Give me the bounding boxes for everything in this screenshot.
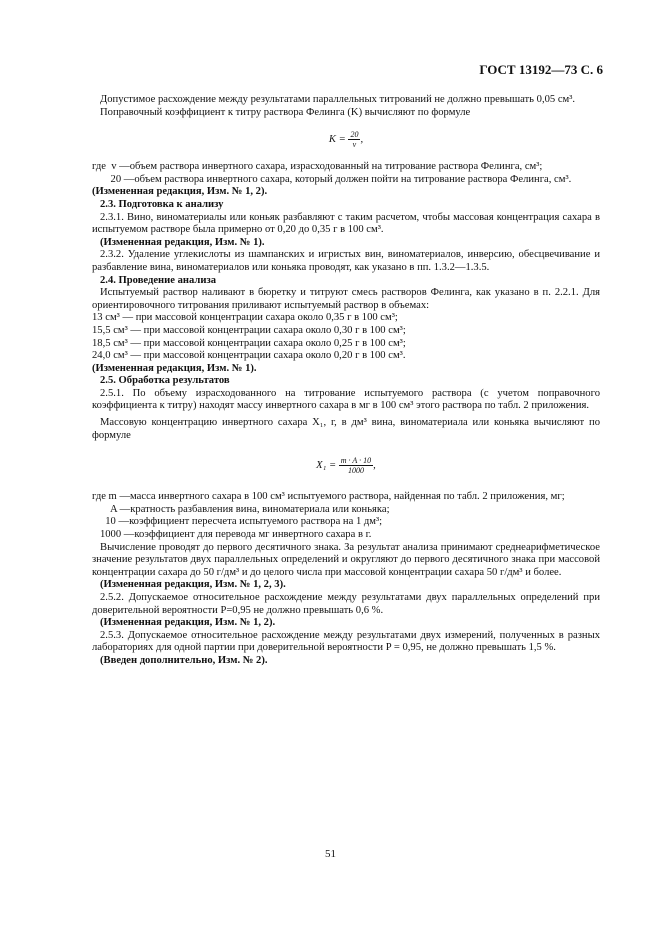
- paragraph-2-5-1: 2.5.1. По объему израсходованного на титрование испытуемого раствора (с учетом поправочного коэффициента к титру) находят массу инвертного сахара в мг в 100 см³ этого раствора по табл. 2 приложения.: [92, 387, 600, 412]
- section-heading-2-4: 2.4. Проведение анализа: [100, 274, 216, 286]
- formula-x1-numerator: m · A · 10: [340, 456, 372, 466]
- volume-item: 18,5 см³ — при массовой концентрации сахара около 0,25 г в 100 см³;: [92, 337, 406, 349]
- edition-note: (Измененная редакция, Изм. № 1, 2).: [92, 186, 268, 198]
- paragraph-rounding: Вычисление проводят до первого десятичного знака. За результат анализа принимают среднеарифметическое значение результатов двух параллельных определений и округляют до первого десятичного знака при массовой концентрации сахара до 50 г/дм³ и до целого числа при массовой концентрации сахара 50 г/дм³ и более.: [92, 541, 600, 578]
- paragraph-2-3-1: 2.3.1. Вино, виноматериалы или коньяк разбавляют с таким расчетом, чтобы массовая концентрация сахара в испытуемом растворе была примерно от 0,20 до 0,35 г в 100 см³.: [92, 211, 600, 236]
- definition-key: 1000 —: [92, 529, 135, 541]
- paragraph-2-5-3: 2.5.3. Допускаемое относительное расхождение между результатами двух измерений, полученных в разных лабораториях для одной партии при доверительной вероятности P = 0,95, не должно превышать 1,5 %.: [92, 629, 600, 654]
- definition-key: 10 —: [92, 516, 130, 528]
- edition-note: (Введен дополнительно, Изм. № 2).: [100, 654, 268, 666]
- paragraph-correction-factor: Поправочный коэффициент к титру раствора Фелинга (K) вычисляют по формуле: [100, 106, 471, 118]
- formula-k-denominator: v: [352, 140, 357, 150]
- formula-x1-lhs: X₁ =: [316, 460, 337, 472]
- volume-item: 15,5 см³ — при массовой концентрации сахара около 0,30 г в 100 см³;: [92, 324, 406, 336]
- edition-note: (Измененная редакция, Изм. № 1, 2).: [100, 617, 276, 629]
- formula-k-tail: ,: [360, 134, 364, 146]
- definition-key: где m —: [92, 491, 131, 503]
- paragraph-2-4: Испытуемый раствор наливают в бюретку и титруют смесь растворов Фелинга, как указано в п. 2.2.1. Для ориентировочного титрования приливают испытуемый раствор в объемах:: [92, 287, 600, 311]
- definitions-k: [92, 161, 600, 186]
- definition-row: [92, 491, 600, 504]
- document-header: ГОСТ 13192—73 С. 6: [479, 62, 603, 77]
- definition-text: объем раствора инвертного сахара, израсходованный на титрование раствора Фелинга, см³;: [129, 161, 543, 173]
- formula-k-numerator: 20: [350, 130, 359, 140]
- definition-row: [92, 161, 600, 174]
- formula-x1-denominator: 1000: [347, 466, 364, 476]
- formula-k-lhs: K =: [328, 134, 346, 146]
- definitions-x1: [92, 491, 600, 541]
- formula-x1-fraction: [339, 456, 373, 475]
- section-heading-2-3: 2.3. Подготовка к анализу: [100, 198, 224, 210]
- definition-row: [92, 529, 600, 542]
- definition-key: A —: [92, 503, 131, 515]
- edition-note: (Измененная редакция, Изм. № 1).: [92, 362, 257, 374]
- definition-text: коэффициент для перевода мг инвертного сахара в г.: [134, 529, 372, 541]
- formula-x1: [92, 456, 600, 475]
- edition-note: (Измененная редакция, Изм. № 1).: [100, 236, 265, 248]
- definition-key: 20 —: [92, 173, 135, 185]
- definition-text: масса инвертного сахара в 100 см³ испытуемого раствора, найденная по табл. 2 приложения, мг;: [130, 491, 565, 503]
- paragraph-2-3-2: 2.3.2. Удаление углекислоты из шампанских и игристых вин, виноматериалов, инверсию, обесцвечивание и разбавление вина, виноматериалов или коньяка проводят, как указано в пп. 1.3.2—1.3.5.: [92, 249, 600, 273]
- formula-k-fraction: [348, 130, 360, 149]
- volume-item: 13 см³ — при массовой концентрации сахара около 0,35 г в 100 см³;: [92, 312, 398, 324]
- paragraph-tolerance: Допустимое расхождение между результатами параллельных титрований не должно превышать 0,05 см³.: [100, 94, 576, 105]
- volume-item: 24,0 см³ — при массовой концентрации сахара около 0,20 г в 100 см³.: [92, 350, 406, 362]
- definition-key: где v —: [92, 161, 130, 173]
- definition-text: кратность разбавления вина, виноматериала или коньяка;: [130, 503, 390, 515]
- definition-row: [92, 174, 600, 187]
- definition-row: [92, 504, 600, 517]
- definition-text: объем раствора инвертного сахара, который должен пойти на титрование раствора Фелинга, см³.: [134, 173, 572, 185]
- page-number: 51: [325, 848, 336, 860]
- formula-x1-tail: ,: [373, 460, 376, 472]
- definition-row: [92, 516, 600, 529]
- formula-k: [92, 130, 600, 149]
- paragraph-2-5-1-formula-intro: Массовую концентрацию инвертного сахара X₁, г, в дм³ вина, виноматериала или коньяка вычисляют по формуле: [92, 417, 600, 441]
- paragraph-2-5-2: 2.5.2. Допускаемое относительное расхождение между результатами двух параллельных определений при доверительной вероятности P=0,95 не должно превышать 0,6 %.: [92, 592, 600, 616]
- section-heading-2-5: 2.5. Обработка результатов: [100, 375, 230, 387]
- edition-note: (Измененная редакция, Изм. № 1, 2, 3).: [100, 579, 286, 591]
- document-body: [92, 94, 600, 668]
- definition-text: коэффициент пересчета испытуемого раствора на 1 дм³;: [129, 516, 383, 528]
